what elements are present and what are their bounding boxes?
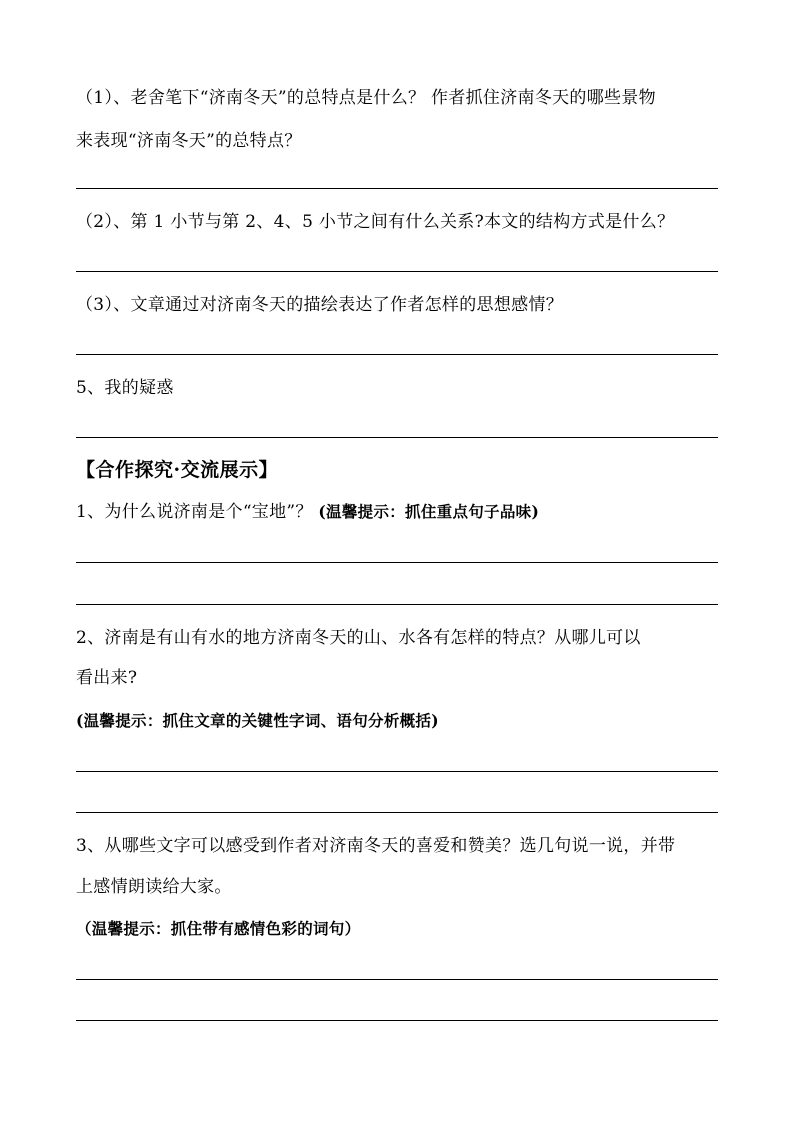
- answer-line: [76, 1020, 718, 1021]
- answer-line: [76, 812, 718, 813]
- answer-line: [76, 562, 718, 563]
- answer-line: [76, 979, 718, 980]
- question-2: （2）、第 1 小节与第 2、4、5 小节之间有什么关系?本文的结构方式是什么？: [76, 212, 675, 232]
- cooperative-question-2-line-1: 2、济南是有山有水的地方济南冬天的山、水各有怎样的特点？从哪儿可以: [76, 628, 641, 648]
- hint-text: (温馨提示：抓住文章的关键性字词、语句分析概括): [76, 711, 439, 730]
- section-heading: 【合作探究·交流展示】: [76, 459, 279, 481]
- answer-line: [76, 604, 718, 605]
- cooperative-question-1: [76, 501, 539, 523]
- question-3: （3）、文章通过对济南冬天的描绘表达了作者怎样的思想感情？: [76, 295, 564, 315]
- question-5-doubts: 5、我的疑惑: [76, 378, 174, 398]
- answer-line: [76, 188, 718, 189]
- cooperative-question-3-line-1: 3、从哪些文字可以感受到作者对济南冬天的喜爱和赞美？选几句说一说，并带: [76, 836, 676, 856]
- cooperative-question-3-line-2: 上感情朗读给大家。: [76, 877, 232, 897]
- answer-line: [76, 437, 718, 438]
- question-1-line-1: （1）、老舍笔下“济南冬天”的总特点是什么？ 作者抓住济南冬天的哪些景物: [76, 88, 656, 108]
- answer-line: [76, 354, 718, 355]
- hint-text: (温馨提示：抓住重点句子品味): [318, 502, 540, 521]
- answer-line: [76, 771, 718, 772]
- cooperative-question-2-line-2: 看出来?: [76, 668, 138, 688]
- hint-text: （温馨提示：抓住带有感情色彩的词句）: [76, 919, 361, 938]
- question-text: 1、为什么说济南是个“宝地”？: [76, 502, 319, 522]
- answer-line: [76, 271, 718, 272]
- question-1-line-2: 来表现“济南冬天”的总特点？: [76, 131, 302, 151]
